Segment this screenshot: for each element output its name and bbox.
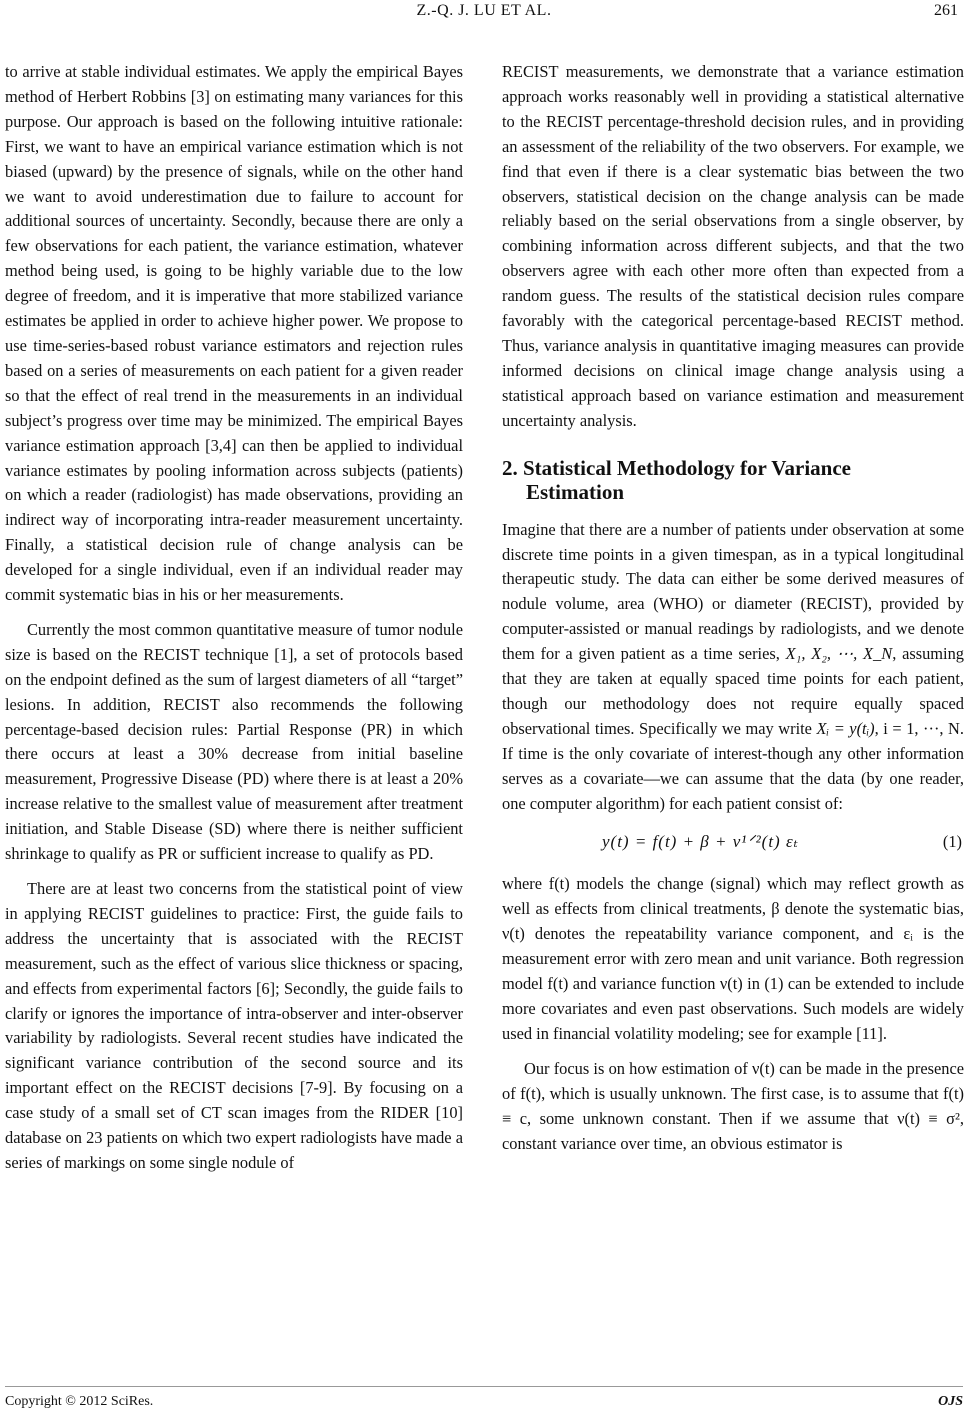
copyright-text: Copyright © 2012 SciRes. xyxy=(5,1394,154,1409)
section-heading xyxy=(502,456,964,504)
paragraph: Currently the most common quantitative measure of tumor nodule size is based on the RECIST technique [1], a set of protocols based on the endpoint defined as the sum of largest diameters of all “target” lesions. In addition, RECIST also recommends the following percentage-based decision rules: Partial Response (PR) in which there occurs at least a 30% decrease from initial baseline measurement, Progressive Disease (PD) where there is at least a 20% increase relative to the smallest value of measurement after treatment initiation, and Stable Disease (SD) where there is neither sufficient shrinkage to qualify as PR or sufficient increase to qualify as PD. xyxy=(5,619,463,864)
footer-divider xyxy=(5,1386,963,1387)
paragraph: Our focus is on how estimation of ν(t) can be made in the presence of f(t), which is usually unknown. The first case, is to assume that f(t) ≡ c, some unknown constant. Then if we assume that ν(t) ≡ σ², constant variance over time, an obvious estimator is xyxy=(502,1058,964,1153)
equation-1 xyxy=(502,824,964,864)
paragraph: where f(t) models the change (signal) which may reflect growth as well as effects from clinical treatments, β denote the systematic bias, ν(t) denotes the repeatability variance component, and εᵢ is the measurement error with zero mean and unit variance. Both regression model f(t) and variance function ν(t) in (1) can be extended to include more covariates and even past observations. Such models are widely used in financial volatility modeling; see for example [11]. xyxy=(502,874,964,1043)
section-heading-line1: 2. Statistical Methodology for Variance xyxy=(502,455,852,480)
page-number: 261 xyxy=(934,2,958,19)
paragraph-text: Imagine that there are a number of patients under observation at some discrete time points in a given timespan, as in a typical longitudinal therapeutic study. The data can either be some derived measures of nodule volume, area (WHO) or diameter (RECIST), provided by computer-assisted or manual readings by radiologists, and we denote them for a given patient as a time series, xyxy=(502,519,964,664)
left-column xyxy=(5,60,463,1176)
paragraph-text: , assuming that they are taken at equally spaced time points for each patient, though our methodology does not require equally spaced observational times. Specifically we may write xyxy=(502,644,964,738)
math-series: X₁, X₂, ⋯, X_N xyxy=(785,644,893,664)
paragraph: There are at least two concerns from the statistical point of view in applying RECIST guidelines to practice: First, the guide fails to address the uncertainty that is associated with the RECIST measurement, such as the effect of various slice thickness or spacing, and effects from experimental factors [6]; Secondly, the guide fails to clarify or ignores the importance of intra-observer and inter-observer variability by radiologists. Several recent studies have indicated the significant variance contribution of the second source and its important effect on the RECIST decisions [7-9]. By focusing on a case study of a small set of CT scan images from the RIDER [10] database on 23 patients on which two expert radiologists have made a series of markings on some single nodule of xyxy=(5,879,463,1172)
paragraph: RECIST measurements, we demonstrate that a variance estimation approach works reasonably well in providing a statistical alternative to the RECIST percentage-threshold decision rules, and in providing an assessment of the reliability of the two observers. For example, we find that even if there is a clear systematic bias between the two observers, statistical decision on the change analysis can be made reliably based on the serial observations from a single observer, by combining information across different subjects, and that the two observers agree with each other more often than expected from a random guess. The results of the statistical decision rules compare favorably with the categorical percentage-based RECIST method. Thus, variance analysis in quantitative imaging measures can provide informed decisions on clinical image change analysis using a statistical approach based on variance estimation and measurement uncertainty analysis. xyxy=(502,62,964,430)
equation-number: (1) xyxy=(942,832,962,852)
running-head-authors: Z.-Q. J. LU ET AL. xyxy=(416,2,552,19)
paragraph-text: , i = 1, ···, N. If time is the only covariate of interest-though any other information serves as a covariate—we can assume that the data (by one reader, one computer algorithm) for each patient consist of: xyxy=(502,718,964,813)
right-column xyxy=(502,60,964,1156)
equation-formula: y(t) = f(t) + β + ν¹ᐟ²(t) εₜ xyxy=(602,832,799,852)
section-heading-line2: Estimation xyxy=(526,479,625,504)
math-inline: Xᵢ = y(tᵢ) xyxy=(816,718,875,738)
paragraph xyxy=(502,518,964,817)
paragraph: to arrive at stable individual estimates. We apply the empirical Bayes method of Herbert Robbins [3] on estimating many variances for this purpose. Our approach is based on the following intuitive rationale: First, we want to have an empirical variance estimation which is not biased (upward) by the presence of signals, while on the other hand we want to avoid underestimation due to failure to account for additional sources of uncertainty. Secondly, because there are only a few observations for each patient, the variance estimation, whatever method being used, is going to be highly variable due to the low degree of freedom, and it is imperative that more stabilized variance estimates be applied in order to achieve higher power. We propose to use time-series-based robust variance estimators and rejection rules based on a series of measurements on each patient for a given reader so that the effect of real trend in the measurements in an individual subject’s progress over time may be minimized. The empirical Bayes variance estimation approach [3,4] can then be applied to individual variance estimates by pooling information across subjects (patients) on which a reader (radiologist) has made observations, providing an indirect way of incorporating intra-reader measurement uncertainty. Finally, a statistical decision rule of change analysis can be developed for a single individual, even if an individual reader may commit systematic bias in his or her measurements. xyxy=(5,62,463,605)
page-header xyxy=(0,0,968,28)
journal-name: OJS xyxy=(938,1394,963,1409)
